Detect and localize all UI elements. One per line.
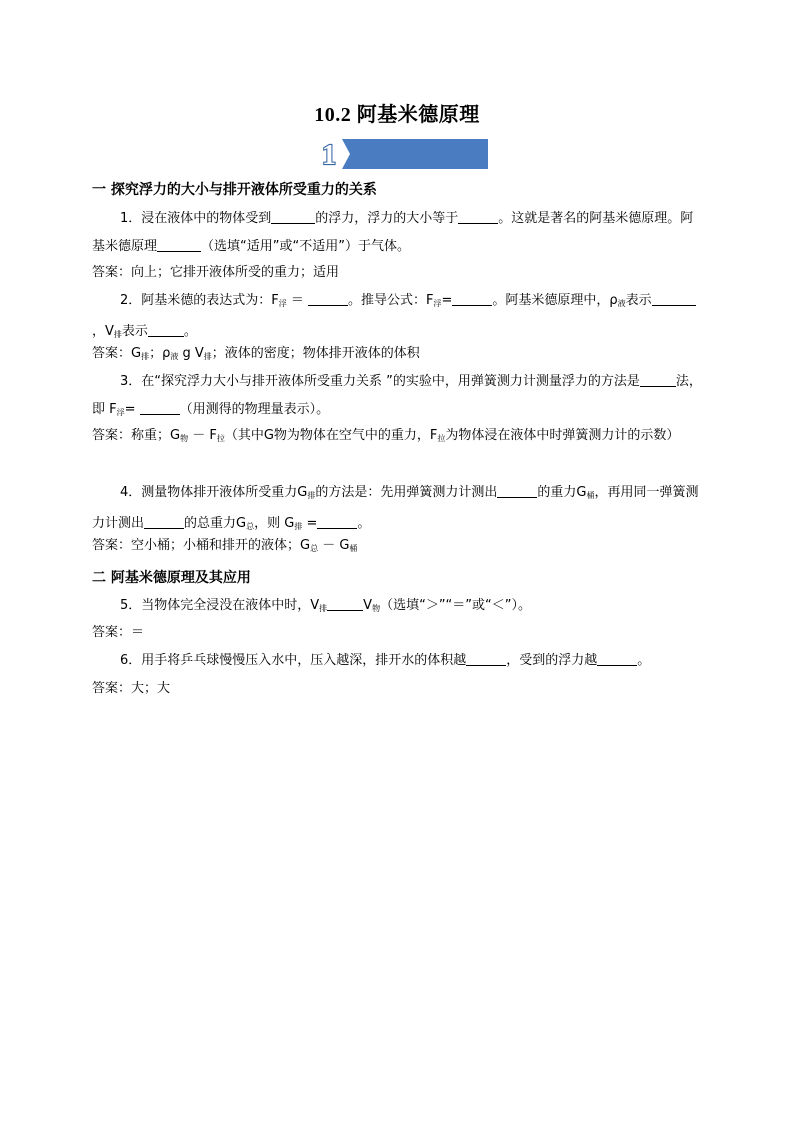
answer-5: 答案：＝ — [92, 625, 145, 640]
blank[interactable] — [140, 400, 180, 415]
answer-2: 答案：$G_排$；$\rho_液$ g $V_排$；液体的密度；物体排开液体的体积 — [92, 346, 420, 361]
question-5: 5．当物体完全浸没在液体中时，$V_排$ $V_物$（选填“＞”“＝”或“＜”）。 — [120, 598, 531, 613]
banner-number: 1 — [322, 140, 336, 171]
blank[interactable] — [327, 596, 363, 611]
blank[interactable] — [640, 372, 676, 387]
blank[interactable] — [497, 483, 537, 498]
blank[interactable] — [597, 651, 637, 666]
blank[interactable] — [157, 237, 201, 252]
question-1: 1．浸在液体中的物体受到 的浮力，浮力的大小等于 。这就是著名的阿基米德原理。阿基米德原理 （选填“适用”或“不适用”）于气体。 — [92, 211, 694, 254]
banner-bar — [342, 139, 488, 169]
blank[interactable] — [271, 209, 315, 224]
answer-1: 答案：向上；它排开液体所受的重力；适用 — [92, 265, 340, 280]
answer-3: 答案：称重；$G_物 - F_拉$（其中G物为物体在空气中的重力，$F_拉$为物体浸在液体中时弹簧测力计的示数） — [92, 428, 680, 443]
answer-6: 答案：大；大 — [92, 681, 171, 696]
blank[interactable] — [308, 291, 348, 306]
blank[interactable] — [452, 291, 492, 306]
section-heading-1: 一 探究浮力的大小与排开液体所受重力的关系 — [92, 182, 377, 198]
blank[interactable] — [458, 209, 498, 224]
blank[interactable] — [652, 291, 696, 306]
blank[interactable] — [466, 651, 506, 666]
question-3: 3．在“探究浮力大小与排开液体所受重力关系 ”的实验中，用弹簧测力计测量浮力的方法是 法，即 $F_浮=$ （用测得的物理量表示）。 — [92, 374, 702, 417]
blank[interactable] — [148, 322, 184, 337]
question-4: 4．测量物体排开液体所受重力$G_排$的方法是：先用弹簧测力计测出 的重力$G_桶$，再用同一弹簧测力计测出 的总重力$G_总$，则 $G_排$ = 。 — [92, 485, 699, 531]
section-heading-2: 二 阿基米德原理及其应用 — [92, 570, 251, 586]
question-2: 2．阿基米德的表达式为：$F_浮$ ＝ 。推导公式：$F_浮=$ 。阿基米德原理中，$\rho_液$表示，$V_排$表示 。 — [92, 287, 704, 349]
question-6: 6．用手将乒乓球慢慢压入水中，压入越深，排开水的体积越 ，受到的浮力越 。 — [120, 653, 651, 668]
blank[interactable] — [144, 514, 184, 529]
blank[interactable] — [317, 514, 357, 529]
section-banner — [312, 137, 488, 171]
answer-4: 答案：空小桶；小桶和排开的液体；$G_总 - G_桶$ — [92, 538, 358, 553]
page-title: 10.2 阿基米德原理 — [314, 104, 480, 126]
